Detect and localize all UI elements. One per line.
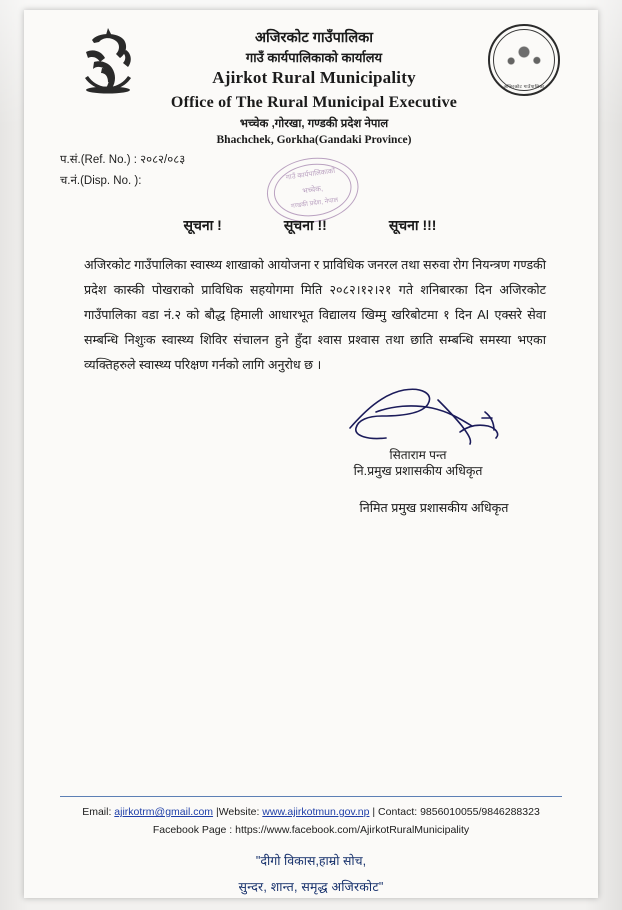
footer-divider [60, 796, 562, 797]
slogan-line-2: सुन्दर, शान्त, समृद्ध अजिरकोट" [238, 880, 384, 894]
notice-title [60, 216, 560, 235]
org-name-english: Ajirkot Rural Municipality [212, 68, 416, 87]
handwritten-signature [342, 382, 512, 452]
office-name-english: Office of The Rural Municipal Executive [170, 94, 458, 111]
website-link[interactable]: www.ajirkotmun.gov.np [262, 806, 370, 818]
logo-caption: अजिरकोट गाउँपालिका [503, 84, 545, 89]
disp-no-line: च.नं.(Disp. No. ): [60, 175, 142, 187]
slogan-block [60, 848, 562, 900]
municipality-logo-icon [488, 24, 560, 96]
facebook-label: Facebook Page : [152, 824, 236, 836]
logo-mountain-art [501, 40, 547, 70]
signatory-post-typed: निमित प्रमुख प्रशासकीय अधिकृत [359, 501, 509, 515]
email-label: Email: [82, 806, 112, 818]
signatory-name: सिताराम पन्त [389, 448, 447, 462]
notice-word-3: सूचना !!! [388, 217, 437, 233]
slogan-line-1: "दीगो विकास,हाम्रो सोच, [255, 854, 367, 868]
address-nepali: भच्चेक ,गोरखा, गण्डकी प्रदेश नेपाल [239, 118, 389, 130]
ref-no-line: प.सं.(Ref. No.) : २०८२/०८३ [60, 154, 186, 166]
letter-sheet [24, 10, 598, 898]
header-text-block [154, 28, 474, 148]
office-name-nepali: गाउँ कार्यपालिकाको कार्यालय [245, 50, 383, 65]
email-link[interactable]: ajirkotrm@gmail.com [114, 806, 214, 818]
contact-label: | Contact: [372, 806, 418, 818]
org-name-nepali: अजिरकोट गाउँपालिका [254, 30, 374, 46]
facebook-link[interactable]: https://www.facebook.com/AjirkotRuralMunicipality [235, 824, 470, 836]
footer-line-2 [60, 821, 562, 839]
footer-line-1 [60, 803, 562, 821]
reference-block [60, 150, 185, 192]
footer-contact [60, 803, 562, 839]
notice-word-1: सूचना ! [183, 217, 222, 233]
contact-number: 9856010055/9846288323 [420, 806, 540, 818]
stamp-line-3: गण्डकी प्रदेश, नेपाल [290, 196, 339, 211]
address-english: Bhachchek, Gorkha(Gandaki Province) [216, 134, 412, 146]
stamp-line-2: भच्चेक, [301, 183, 324, 196]
website-label: |Website: [215, 806, 260, 818]
letterhead [24, 10, 598, 146]
nepal-emblem-icon [72, 24, 144, 96]
signatory-post: नि.प्रमुख प्रशासकीय अधिकृत [353, 464, 483, 478]
notice-body-paragraph: अजिरकोट गाउँपालिका स्वास्थ्य शाखाको आयोजना र प्राविधिक जनरल तथा सरुवा रोग नियन्त्रण गण्डकी प्रदेश कास्की पोखराको प्राविधिक सहयोगमा मिति २०८२।१२।२१ गते शनिबारका दिन अजिरकोट गाउँपालिका वडा नं.२ को बौद्ध हिमाली आधारभूत विद्यालय खिम्मु खरिबोटमा १ दिन AI एक्सरे सेवा सम्बन्धि निशुःक स्वास्थ्य शिविर संचालन हुने हुँदा श्वास प्रश्वास तथा छाति सम्बन्धि समस्या भएका व्यक्तिहरुले स्वास्थ्य परिक्षण गर्नको लागि अनुरोध छ । [84, 258, 546, 372]
notice-body [84, 253, 546, 378]
stamp-line-1: गाउँ कार्यपालिकाको [285, 167, 336, 182]
notice-word-2: सूचना !! [283, 217, 327, 233]
